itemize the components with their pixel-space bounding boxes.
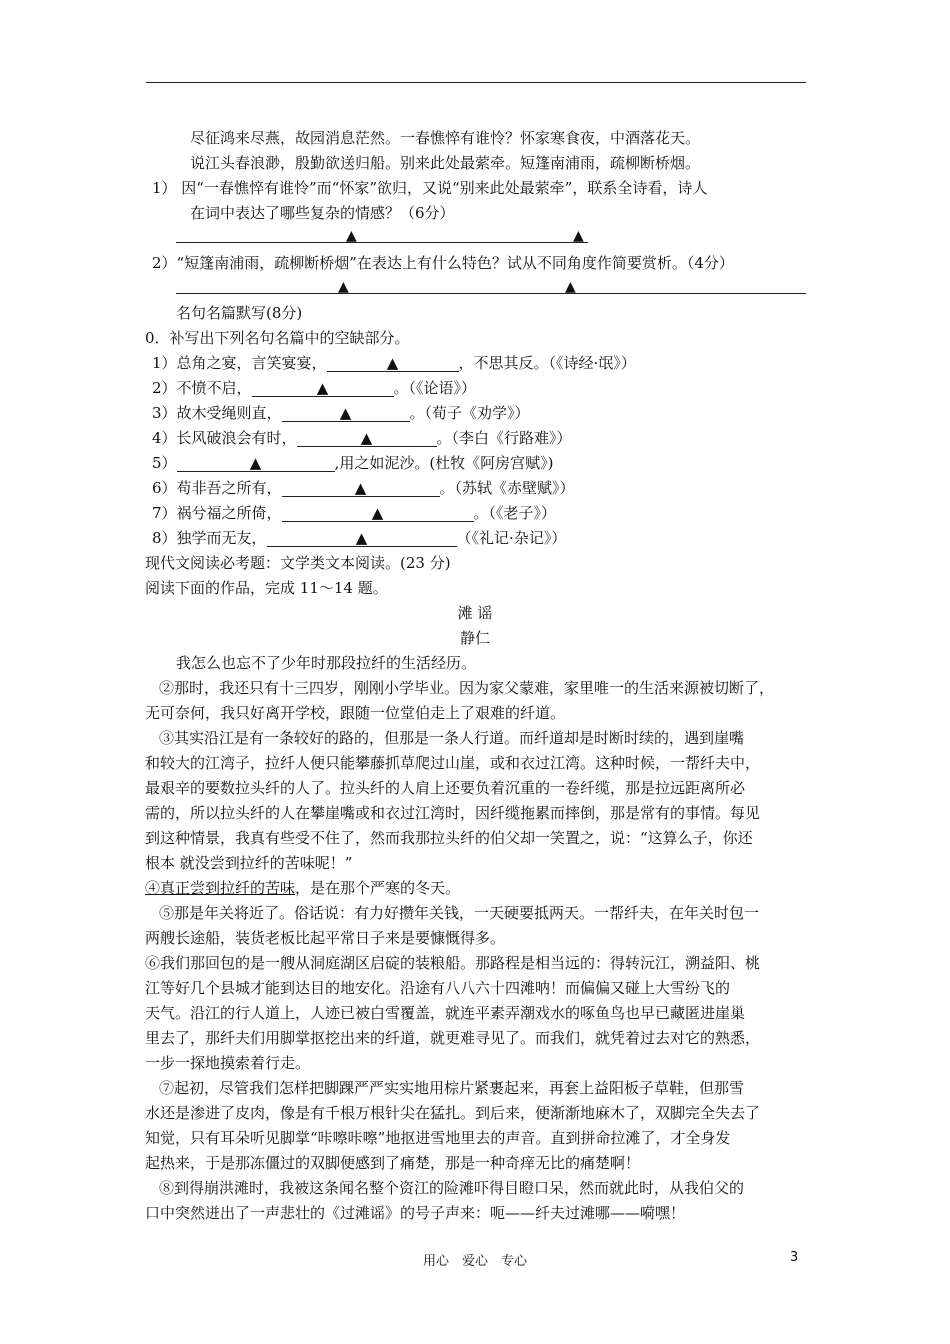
reading-heading: 现代文阅读必考题：文学类文本阅读。(23 分) <box>145 554 451 572</box>
fill-blank[interactable]: ▲ <box>282 404 410 422</box>
paragraph-3-line-6: 根本 就没尝到拉纤的苦味呢！” <box>145 854 353 872</box>
question-2: 2）“短篷南浦雨，疏柳断桥烟”在表达上有什么特色？试从不同角度作简要赏析。（4分） <box>152 254 734 272</box>
paragraph-7-line-1: ⑦起初，尽管我们怎样把脚踝严严实实地用棕片紧裹起来，再套上益阳板子草鞋，但那雪 <box>159 1079 745 1097</box>
paragraph-4: ④真正尝到拉纤的苦味，是在那个严寒的冬天。 <box>145 879 461 897</box>
header-rule <box>146 82 806 83</box>
recitation-item-1: 1）总角之宴，言笑宴宴， ▲ ，不思其反。（《诗经·氓》） <box>152 354 636 372</box>
fill-blank[interactable]: ▲ <box>252 379 394 397</box>
fill-blank[interactable]: ▲ <box>327 354 459 372</box>
poem-line-2: 说江头春浪渺，殷勤欲送归船。别来此处最萦牵。短篷南浦雨，疏柳断桥烟。 <box>190 154 701 172</box>
recitation-item-4: 4）长风破浪会有时， ▲ 。（李白《行路难》） <box>152 429 572 447</box>
article-author: 静仁 <box>459 629 490 647</box>
paragraph-8-line-2: 口中突然迸出了一声悲壮的《过滩谣》的号子声来：呃——纤夫过滩哪——嗬嘿！ <box>145 1204 686 1222</box>
fill-blank[interactable]: ▲ <box>267 529 457 547</box>
footer-motto: 用心 爱心 专心 <box>422 1254 527 1269</box>
paragraph-6-line-3: 天气。沿江的行人道上，人迹已被白雪覆盖，就连平素弄潮戏水的啄鱼鸟也早已藏匿进崖巢 <box>145 1004 746 1022</box>
article-title: 滩 谣 <box>457 604 493 622</box>
recitation-item-2: 2）不愤不启， ▲ 。（《论语》） <box>152 379 477 397</box>
answer-marker-2a: ▲ <box>338 279 349 295</box>
fill-blank[interactable]: ▲ <box>282 504 474 522</box>
underlined-phrase: ④真正尝到拉纤的苦味 <box>145 879 296 897</box>
recitation-item-3: 3）故木受绳则直， ▲ 。（荀子《劝学》） <box>152 404 530 422</box>
fill-blank[interactable]: ▲ <box>297 429 437 447</box>
paragraph-1: 我怎么也忘不了少年时那段拉纤的生活经历。 <box>176 654 477 672</box>
answer-marker-2b: ▲ <box>565 279 576 295</box>
paragraph-6-line-4: 里去了，那纤夫们用脚掌抠挖出来的纤道，就更难寻见了。而我们，就凭着过去对它的熟悉， <box>145 1029 761 1047</box>
recitation-item-6: 6）苟非吾之所有， ▲ 。（苏轼《赤壁赋》） <box>152 479 575 497</box>
paragraph-3-line-1: ③其实沿江是有一条较好的路的，但那是一条人行道。而纤道却是时断时续的，遇到崖嘴 <box>159 729 745 747</box>
paragraph-6-line-1: ⑥我们那回包的是一艘从洞庭湖区启碇的装粮船。那路程是相当远的：得转沅江，溯益阳、桃 <box>145 954 761 972</box>
paragraph-6-line-5: 一步一探地摸索着行走。 <box>145 1054 311 1072</box>
recitation-item-7: 7）祸兮福之所倚， ▲ 。（《老子》） <box>152 504 557 522</box>
paragraph-7-line-4: 起热来，于是那冻僵过的双脚便感到了痛楚，那是一种奇痒无比的痛楚啊！ <box>145 1154 641 1172</box>
question-1-line-a: 1） 因“一春憔悴有谁怜”而“怀家”欲归，又说“别来此处最萦牵”，联系全诗看，诗人 <box>152 179 708 197</box>
paragraph-8-line-1: ⑧到得崩洪滩时，我被这条闻名整个资江的险滩吓得目瞪口呆，然而就此时，从我伯父的 <box>159 1179 745 1197</box>
paragraph-3-line-4: 需的，所以拉头纤的人在攀崖嘴或和衣过江湾时，因纤缆拖累而摔倒，那是常有的事情。每见 <box>145 804 761 822</box>
recitation-item-8: 8）独学而无友， ▲ （《礼记·杂记》） <box>152 529 567 547</box>
paragraph-7-line-3: 知觉，只有耳朵听见脚掌“咔嚓咔嚓”地抠进雪地里去的声音。直到拼命拉滩了，才全身发 <box>145 1129 731 1147</box>
fill-blank[interactable]: ▲ <box>282 479 440 497</box>
paragraph-3-line-3: 最艰辛的要数拉头纤的人了。拉头纤的人肩上还要负着沉重的一卷纤缆，那是拉远距离所必 <box>145 779 746 797</box>
recitation-heading: 名句名篇默写(8分) <box>176 304 303 322</box>
poem-line-1: 尽征鸿来尽燕，故园消息茫然。一春憔悴有谁怜？怀家寒食夜，中酒落花天。 <box>190 129 701 147</box>
paragraph-2-line-1: ②那时，我还只有十三四岁，刚刚小学毕业。因为家父蒙难，家里唯一的生活来源被切断了， <box>159 679 775 697</box>
recitation-instruction: 0．补写出下列名句名篇中的空缺部分。 <box>145 329 410 347</box>
paragraph-3-line-5: 到这种情景，我真有些受不住了，然而我那拉头纤的伯父却一笑置之，说：“这算么子，你还 <box>145 829 753 847</box>
answer-marker-1b: ▲ <box>573 228 584 244</box>
paragraph-6-line-2: 江等好几个县城才能到达目的地安化。沿途有八八六十四滩呐！而偏偏又碰上大雪纷飞的 <box>145 979 731 997</box>
fill-blank[interactable]: ▲ <box>177 454 335 472</box>
paragraph-7-line-2: 水还是渗进了皮肉，像是有千根万根针尖在猛扎。到后来，便渐渐地麻木了，双脚完全失去了 <box>145 1104 761 1122</box>
reading-instruction: 阅读下面的作品，完成 11～14 题。 <box>145 579 388 597</box>
answer-line-1 <box>176 242 588 243</box>
paragraph-3-line-2: 和较大的江湾子，拉纤人便只能攀藤抓草爬过山崖，或和衣过江湾。这种时候，一帮纤夫中， <box>145 754 761 772</box>
paragraph-2-line-2: 无可奈何，我只好离开学校，跟随一位堂伯走上了艰难的纤道。 <box>145 704 566 722</box>
answer-marker-1a: ▲ <box>346 228 357 244</box>
page-number: 3 <box>790 1250 799 1265</box>
question-1-line-b: 在词中表达了哪些复杂的情感？（6分） <box>190 204 455 222</box>
recitation-item-5: 5） ▲ ,用之如泥沙。(杜牧《阿房宫赋》) <box>152 454 554 472</box>
paragraph-5-line-2: 两艘长途船，装货老板比起平常日子来是要慷慨得多。 <box>145 929 506 947</box>
answer-line-2 <box>176 293 806 294</box>
paragraph-5-line-1: ⑤那是年关将近了。俗话说：有力好攒年关钱，一天硬要抵两天。一帮纤夫，在年关时包一 <box>159 904 760 922</box>
